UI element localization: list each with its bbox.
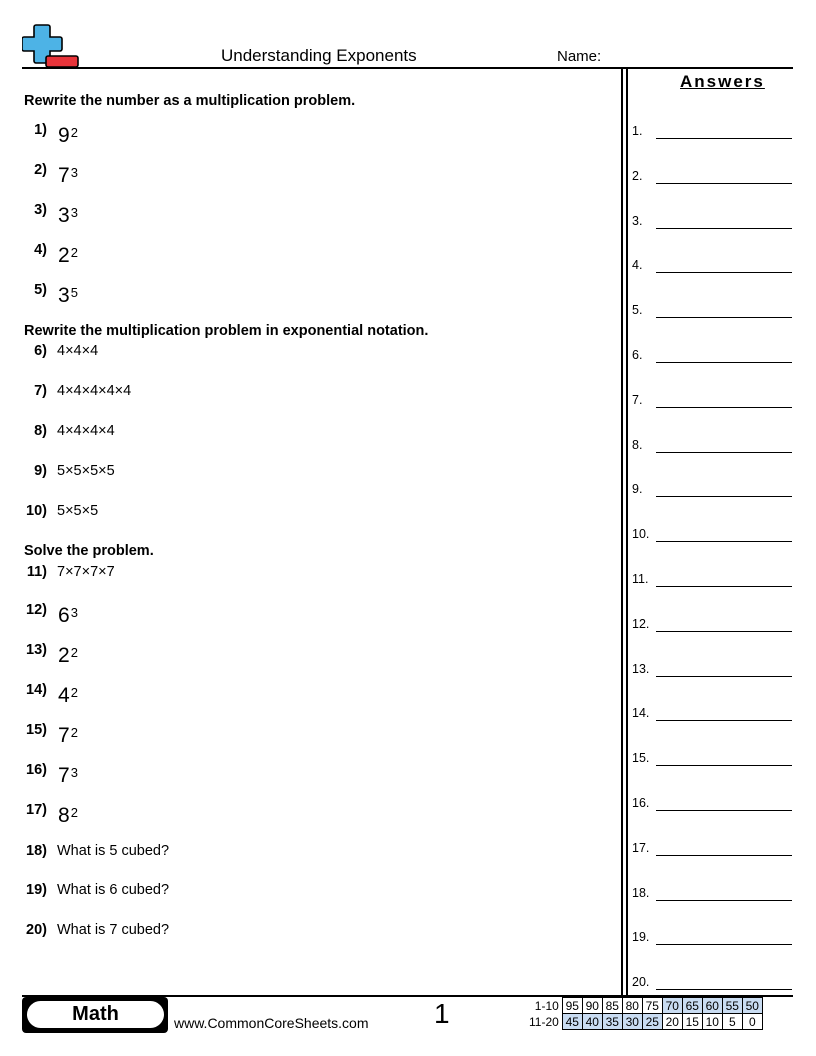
website-link: www.CommonCoreSheets.com [174,1015,369,1031]
question-text: 4×4×4 [57,343,99,359]
exponent-base: 9 [58,124,70,147]
exponent-expression [58,165,78,186]
exponent-base: 6 [58,604,70,627]
question-number: 14) [26,682,47,698]
answer-blank[interactable] [656,317,792,318]
question-number: 10) [26,503,47,519]
question-text: What is 5 cubed? [57,843,170,859]
question-item [22,463,115,479]
question-item [22,242,78,267]
answer-number: 3. [632,213,643,228]
question-item [22,882,169,898]
answer-blank[interactable] [656,720,792,721]
question-item [22,602,78,627]
plus-minus-logo-icon [22,24,80,70]
exponent-base: 7 [58,164,70,187]
question-item [22,423,115,439]
question-number: 4) [34,242,47,258]
question-item [22,762,78,787]
exponent-power: 5 [70,285,78,300]
header-divider [22,67,793,69]
score-cell: 35 [602,1014,622,1030]
answer-blank[interactable] [656,496,792,497]
answer-number: 12. [632,616,650,631]
exponent-base: 3 [58,284,70,307]
question-text: 4×4×4×4×4 [57,383,132,399]
answer-number: 10. [632,527,650,542]
page-number: 1 [434,998,450,1029]
exponent-expression [58,285,78,306]
score-cell: 90 [582,998,602,1014]
exponent-power: 3 [70,165,78,180]
exponent-power: 3 [70,765,78,780]
score-cell: 10 [702,1014,722,1030]
exponent-expression [58,805,78,826]
section-heading: Rewrite the multiplication problem in exponential notation. [24,323,429,339]
answer-blank[interactable] [656,944,792,945]
question-item [22,722,78,747]
exponent-expression [58,205,78,226]
score-cell: 70 [662,998,682,1014]
score-cell: 60 [702,998,722,1014]
answer-number: 8. [632,437,643,452]
question-item [22,564,115,580]
score-range-label: 11-20 [529,1014,559,1029]
exponent-expression [58,725,78,746]
question-number: 20) [26,922,47,938]
column-divider [621,69,623,995]
question-item [22,343,98,359]
question-number: 3) [34,202,47,218]
exponent-base: 2 [58,644,70,667]
answer-blank[interactable] [656,855,792,856]
answer-number: 1. [632,124,643,138]
question-item [22,122,78,147]
score-cell: 75 [642,998,662,1014]
answer-blank[interactable] [656,228,792,229]
question-number: 12) [26,602,47,618]
answer-number: 9. [632,482,643,497]
score-cell: 5 [722,1014,742,1030]
exponent-expression [58,765,78,786]
exponent-base: 7 [58,764,70,787]
exponent-power: 3 [70,605,78,620]
question-number: 15) [26,722,47,738]
score-cell: 95 [562,998,582,1014]
answer-number: 18. [632,885,650,900]
score-table [529,997,763,1030]
section-heading: Solve the problem. [24,543,154,559]
exponent-expression [58,245,78,266]
score-cell: 15 [682,1014,702,1030]
question-text: What is 6 cubed? [57,882,170,898]
score-cell: 65 [682,998,702,1014]
column-divider [626,69,628,995]
answer-number: 15. [632,751,650,766]
question-item [22,282,78,307]
question-text: 4×4×4×4 [57,423,115,439]
question-text: 5×5×5 [57,503,99,519]
answer-blank[interactable] [656,407,792,408]
question-item [22,383,131,399]
answer-blank[interactable] [656,810,792,811]
question-item [22,503,98,519]
exponent-expression [58,685,78,706]
score-cell: 50 [742,998,762,1014]
question-number: 8) [34,423,47,439]
score-cell: 55 [722,998,742,1014]
question-text: 5×5×5×5 [57,463,115,479]
answer-blank[interactable] [656,272,792,273]
exponent-base: 8 [58,804,70,827]
score-cell: 30 [622,1014,642,1030]
answer-blank[interactable] [656,452,792,453]
subject-label: Math [27,1001,164,1028]
section-heading: Rewrite the number as a multiplication problem. [24,93,356,109]
question-number: 18) [26,843,47,859]
answer-blank[interactable] [656,631,792,632]
score-row [529,998,762,1014]
answer-blank[interactable] [656,586,792,587]
score-cell: 0 [742,1014,762,1030]
exponent-power: 2 [70,645,78,660]
exponent-expression [58,125,78,146]
answer-number: 16. [632,796,650,810]
exponent-power: 2 [70,805,78,820]
answer-number: 6. [632,348,643,362]
page-title: Understanding Exponents [221,46,417,65]
question-item [22,162,78,187]
score-cell: 40 [582,1014,602,1030]
answer-blank[interactable] [656,676,792,677]
answer-number: 4. [632,258,643,273]
question-number: 5) [34,282,47,298]
question-item [22,642,78,667]
exponent-base: 2 [58,244,70,267]
answer-number: 17. [632,840,650,855]
question-number: 13) [26,642,47,658]
score-row [529,1014,762,1030]
question-text: 7×7×7×7 [57,564,115,580]
question-number: 16) [26,762,47,778]
answers-heading: Answers [680,72,765,91]
question-number: 6) [34,343,47,359]
question-item [22,802,78,827]
answer-number: 11. [632,572,649,586]
question-item [22,843,169,859]
score-cell: 20 [662,1014,682,1030]
answer-blank[interactable] [656,900,792,901]
exponent-base: 3 [58,204,70,227]
answer-blank[interactable] [656,989,792,990]
answer-number: 14. [632,706,650,721]
question-number: 2) [34,162,47,178]
answer-blank[interactable] [656,183,792,184]
answer-blank[interactable] [656,362,792,363]
exponent-power: 2 [70,125,78,140]
question-number: 9) [34,463,47,479]
question-item [22,922,169,938]
answer-blank[interactable] [656,138,792,139]
answer-blank[interactable] [656,765,792,766]
answer-number: 20. [632,975,650,990]
score-cell: 85 [602,998,622,1014]
question-number: 1) [34,122,47,138]
answer-number: 2. [632,168,643,183]
question-item [22,682,78,707]
exponent-expression [58,605,78,626]
exponent-power: 2 [70,725,78,740]
score-cell: 45 [562,1014,582,1030]
score-cell: 25 [642,1014,662,1030]
question-text: What is 7 cubed? [57,922,170,938]
name-label: Name: [557,48,602,65]
answer-number: 19. [632,930,650,945]
question-number: 11) [26,564,47,580]
exponent-base: 4 [58,684,70,707]
question-number: 7) [34,383,47,399]
answer-number: 5. [632,303,643,318]
score-range-label: 1-10 [534,998,559,1013]
answer-number: 7. [632,392,643,407]
question-number: 17) [26,802,47,818]
exponent-power: 3 [70,205,78,220]
answer-number: 13. [632,661,650,676]
score-cell: 80 [622,998,642,1014]
question-number: 19) [26,882,47,898]
answer-blank[interactable] [656,541,792,542]
exponent-power: 2 [70,685,78,700]
question-item [22,202,78,227]
exponent-expression [58,645,78,666]
exponent-base: 7 [58,724,70,747]
exponent-power: 2 [70,245,78,260]
